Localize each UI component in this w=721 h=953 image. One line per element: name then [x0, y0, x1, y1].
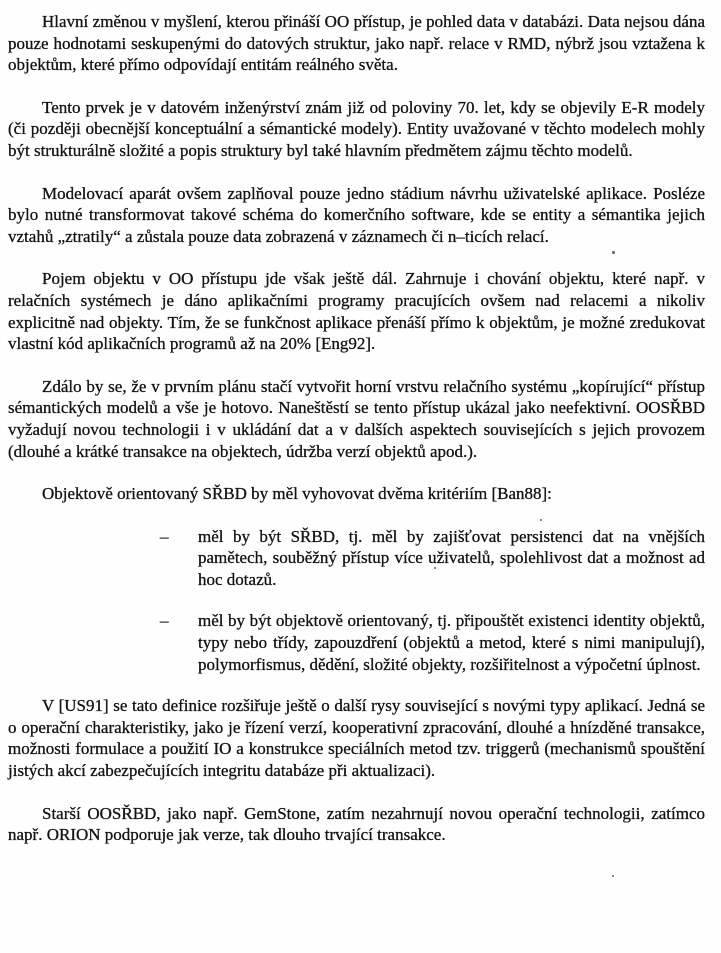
bullet-marker: –: [160, 526, 169, 546]
paragraph: Modelovací aparát ovšem zaplňoval pouze jedno stádium návrhu uživatelské aplikace. Posléze bylo nutné transformovat takové schéma do komerčního software, kde se entity a sémantika jejich vztahů „ztratily“ a zůstala pouze data zobrazená v záznamech či n–ticích relací.: [8, 183, 705, 246]
bullet-marker: –: [160, 611, 169, 631]
list-item: [8, 526, 705, 591]
paragraph: Hlavní změnou v myšlení, kterou přináší OO přístup, je pohled data v databázi. Data nejsou dána pouze hodnotami seskupenými do datových struktur, jako např. relace v RMD, nýbrž jsou vztažena k objektům, které přímo odpovídají entitám reálného světa.: [8, 12, 705, 75]
paragraph: Objektově orientovaný SŘBD by měl vyhovovat dvěma kritériím [Ban88]:: [42, 484, 552, 504]
scan-artifact: [540, 519, 542, 521]
list-item-text: měl by být objektově orientovaný, tj. připouštět existenci identity objektů, typy nebo třídy, zapouzdření (objektů a metod, které s nimi manipulují), polymorfismus, dědění, složité objekty, rozšiřitelnost a výpočetní úplnost.: [198, 611, 705, 674]
document-body: [8, 11, 705, 846]
paragraph: Tento prvek je v datovém inženýrství znám již od poloviny 70. let, kdy se objevily E-R modely (či později obecnější konceptuální a sémantické modely). Entity uvažované v těchto modelech mohly být strukturálně složité a popis struktury byl také hlavním předmětem zájmu těchto modelů.: [8, 97, 705, 160]
scan-artifact: [612, 875, 614, 877]
paragraph: V [US91] se tato definice rozšiřuje ještě o další rysy související s novými typy aplikací. Jedná se o operační charakteristiky, jako je řízení verzí, kooperativní zpracování, dlouhé a hnízděné transakce, možnosti formulace a použití IO a konstrukce speciálních metod tzv. triggerů (mechanismů spouštění jistých akcí zabezpečujících integritu databáze při aktualizaci).: [8, 696, 705, 781]
list-item-text: měl by být SŘBD, tj. měl by zajišťovat persistenci dat na vnějších pamětech, souběžný přístup více uživatelů, spolehlivost dat a možnost ad hoc dotazů.: [198, 526, 705, 589]
scan-artifact: [612, 251, 615, 254]
list-item: [8, 610, 705, 675]
paragraph: Pojem objektu v OO přístupu jde však ještě dál. Zahrnuje i chování objektu, které např. v relačních systémech je dáno aplikačními programy pracujících ovšem nad relacemi a nikoliv explicitně nad objekty. Tím, že se funkčnost aplikace přenáší přímo k objektům, je možné zredukovat vlastní kód aplikačních programů až na 20% [Eng92].: [8, 269, 705, 354]
paragraph: Zdálo by se, že v prvním plánu stačí vytvořit horní vrstvu relačního systému „kopírující“ přístup sémantických modelů a vše je hotovo. Naneštěstí se tento přístup ukázal jako neefektivní. OOSŘBD vyžadují novou technologii i v ukládání dat a v dalších aspektech souvisejících s jejich provozem (dlouhé a krátké transakce na objektech, údržba verzí objektů apod.).: [8, 376, 705, 461]
paragraph: Starší OOSŘBD, jako např. GemStone, zatím nezahrnují novou operační technologii, zatímco např. ORION podporuje jak verze, tak dlouho trvající transakce.: [8, 803, 705, 845]
scan-artifact: [434, 567, 436, 569]
